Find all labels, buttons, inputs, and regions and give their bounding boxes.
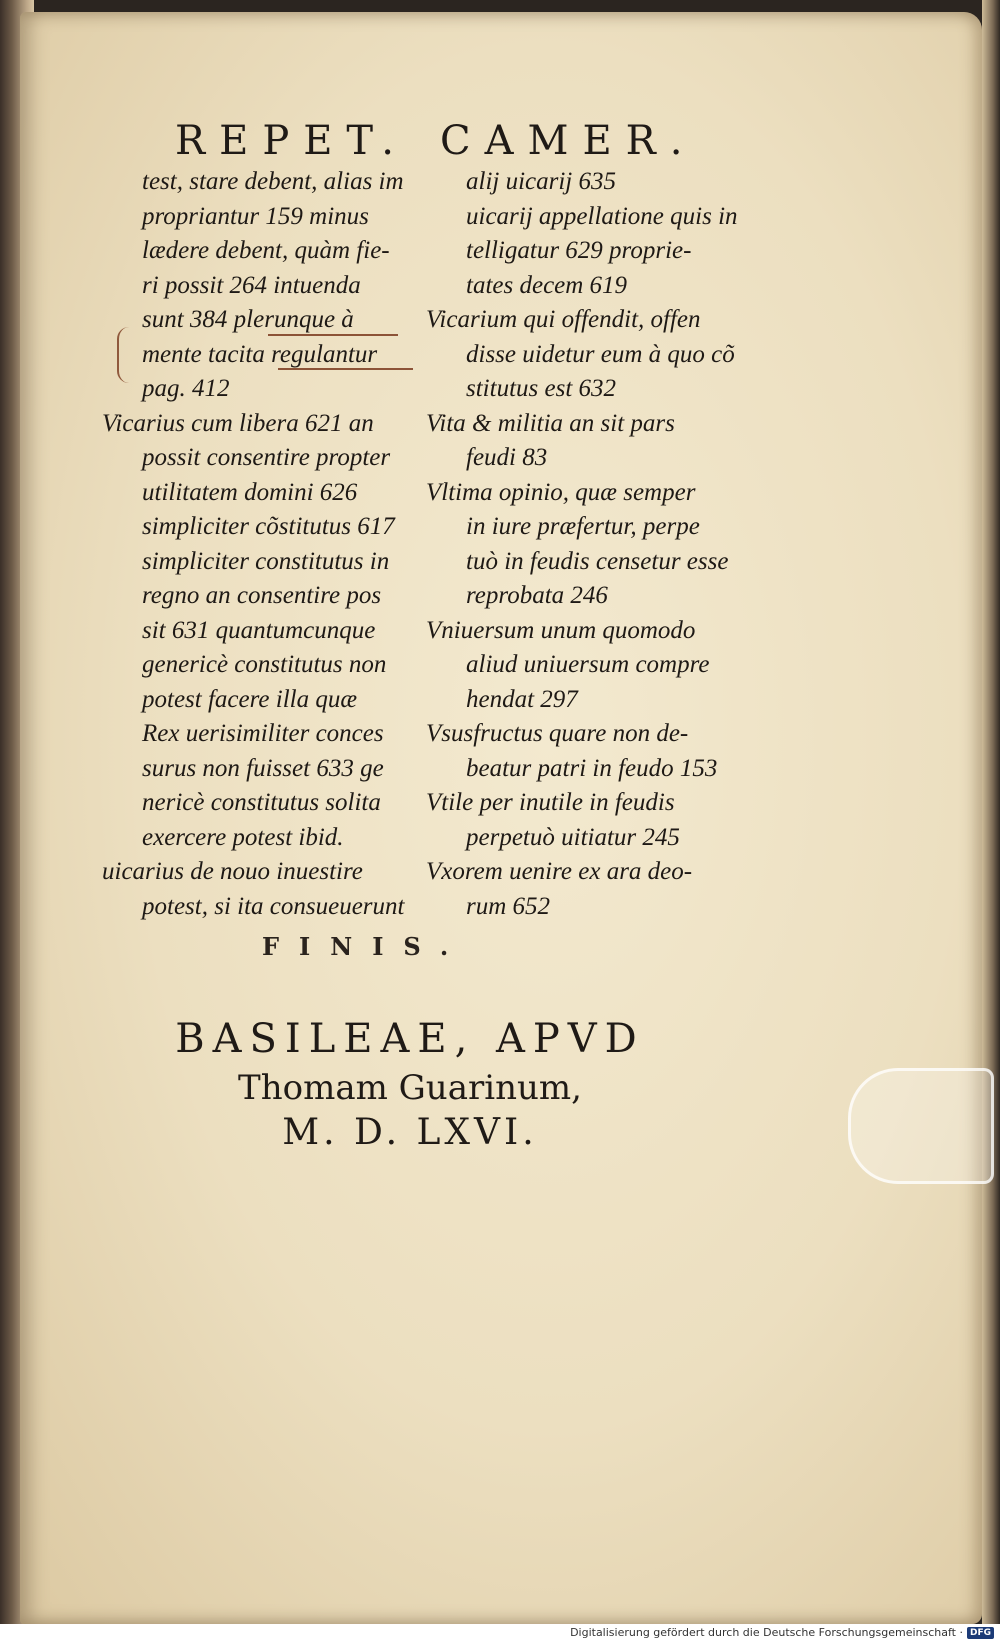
dfg-credit-text: Digitalisierung gefördert durch die Deutsche Forschungsgemeinschaft ·	[570, 1626, 963, 1639]
finis-mark: FINIS.	[262, 932, 469, 961]
header-right: CAMER.	[440, 118, 697, 164]
index-line: potest facere illa quæ	[142, 685, 358, 713]
index-line: simpliciter constitutus in	[142, 547, 390, 575]
index-line: feudi 83	[466, 444, 548, 471]
index-line: Rex uerisimiliter conces	[142, 720, 384, 747]
index-line: genericè constitutus non	[142, 651, 387, 678]
index-line: Vicarium qui offendit, offen	[426, 306, 701, 333]
index-line: Vsusfructus quare non de-	[426, 720, 689, 747]
handwritten-underline-2	[278, 368, 413, 370]
handwritten-bracket	[117, 327, 133, 383]
dfg-credit	[570, 1626, 994, 1639]
index-line: uicarius de nouo inuestire	[102, 858, 363, 885]
right-index-column	[426, 165, 738, 924]
handwritten-underline-1	[268, 334, 398, 336]
header-left: REPET.	[175, 118, 408, 164]
index-line: possit consentire propter	[142, 444, 391, 471]
imprint-place: BASILEAE, APVD	[175, 1016, 645, 1062]
index-line: sunt 384 plerunque à	[142, 306, 354, 333]
index-line: potest, si ita consueuerunt	[142, 892, 405, 920]
index-line: beatur patri in feudo 153	[466, 754, 718, 782]
page-clip	[848, 1068, 994, 1184]
index-line: disse uidetur eum à quo cõ	[466, 340, 735, 368]
index-line: mente tacita regulantur	[142, 340, 378, 368]
index-line: rum 652	[466, 892, 551, 920]
index-line: Vniuersum unum quomodo	[426, 616, 696, 644]
imprint-year: M. D. LXVI.	[282, 1112, 538, 1153]
index-line: reprobata 246	[466, 582, 608, 609]
index-line: telligatur 629 proprie-	[466, 237, 692, 264]
index-line: hendat 297	[466, 685, 578, 713]
index-line: Vita & militia an sit pars	[426, 409, 675, 437]
index-line: Vtile per inutile in feudis	[426, 789, 675, 816]
index-line: propriantur 159 minus	[142, 202, 369, 230]
index-line: in iure præfertur, perpe	[466, 513, 700, 540]
index-line: ri possit 264 intuenda	[142, 271, 361, 299]
index-line: perpetuò uitiatur 245	[466, 823, 680, 851]
index-line: surus non fuisset 633 ge	[142, 754, 384, 782]
index-line: alij uicarij 635	[466, 168, 616, 195]
index-line: test, stare debent, alias im	[142, 168, 404, 195]
index-line: sit 631 quantumcunque	[142, 616, 376, 644]
index-line: simpliciter cõstitutus 617	[142, 513, 395, 540]
index-line: regno an consentire pos	[142, 582, 382, 609]
left-index-column	[102, 165, 405, 924]
index-line: tuò in feudis censetur esse	[466, 547, 729, 575]
dfg-logo-icon: DFG	[967, 1627, 994, 1639]
index-line: aliud uniuersum compre	[466, 651, 710, 678]
index-line: utilitatem domini 626	[142, 478, 358, 506]
index-line: stitutus est 632	[466, 375, 617, 402]
index-line: Vltima opinio, quæ semper	[426, 478, 696, 506]
index-line: exercere potest ibid.	[142, 823, 344, 851]
index-line: pag. 412	[142, 375, 230, 402]
imprint-printer: Thomam Guarinum,	[238, 1068, 582, 1108]
index-line: lædere debent, quàm fie-	[142, 237, 390, 264]
index-line: nericè constitutus solita	[142, 789, 381, 816]
page-edge	[982, 0, 1000, 1643]
index-line: tates decem 619	[466, 271, 628, 299]
index-line: uicarij appellatione quis in	[466, 202, 738, 230]
index-line: Vxorem uenire ex ara deo-	[426, 858, 693, 885]
index-line: Vicarius cum libera 621 an	[102, 409, 374, 437]
